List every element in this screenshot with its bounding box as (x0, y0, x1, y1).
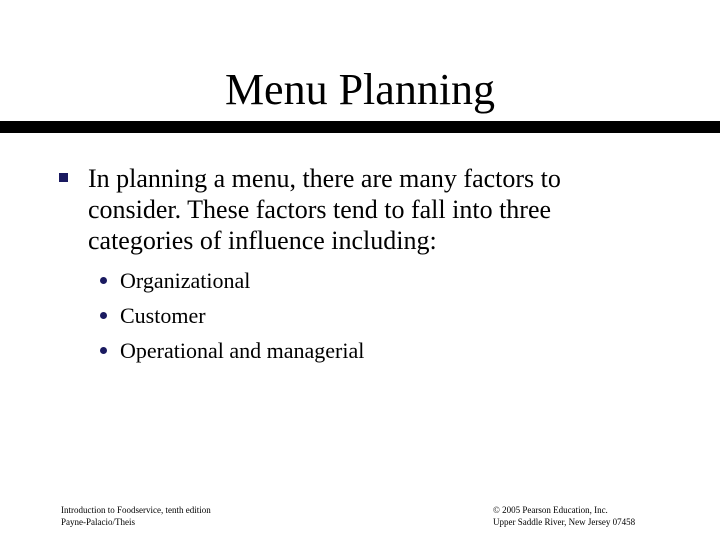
footer-book-title: Introduction to Foodservice, tenth edition (61, 505, 211, 515)
round-bullet-icon (100, 347, 107, 354)
square-bullet-icon (59, 173, 68, 182)
sub-bullet-text: Organizational (120, 268, 251, 293)
footer-copyright (493, 504, 635, 528)
footer-book-info (61, 504, 211, 528)
round-bullet-icon (100, 277, 107, 284)
title-underline-rule (0, 121, 720, 133)
footer-authors: Payne-Palacio/Theis (61, 517, 135, 527)
footer-publisher-address: Upper Saddle River, New Jersey 07458 (493, 517, 636, 527)
slide-title: Menu Planning (224, 65, 496, 114)
main-bullet-text: In planning a menu, there are many factors to consider. These factors tend to fall into three categories of influence including: (88, 164, 561, 255)
round-bullet-icon (100, 312, 107, 319)
sub-bullet-text: Operational and managerial (120, 338, 365, 363)
footer-copyright-line: © 2005 Pearson Education, Inc. (493, 505, 608, 515)
sub-bullet-text: Customer (120, 303, 206, 328)
